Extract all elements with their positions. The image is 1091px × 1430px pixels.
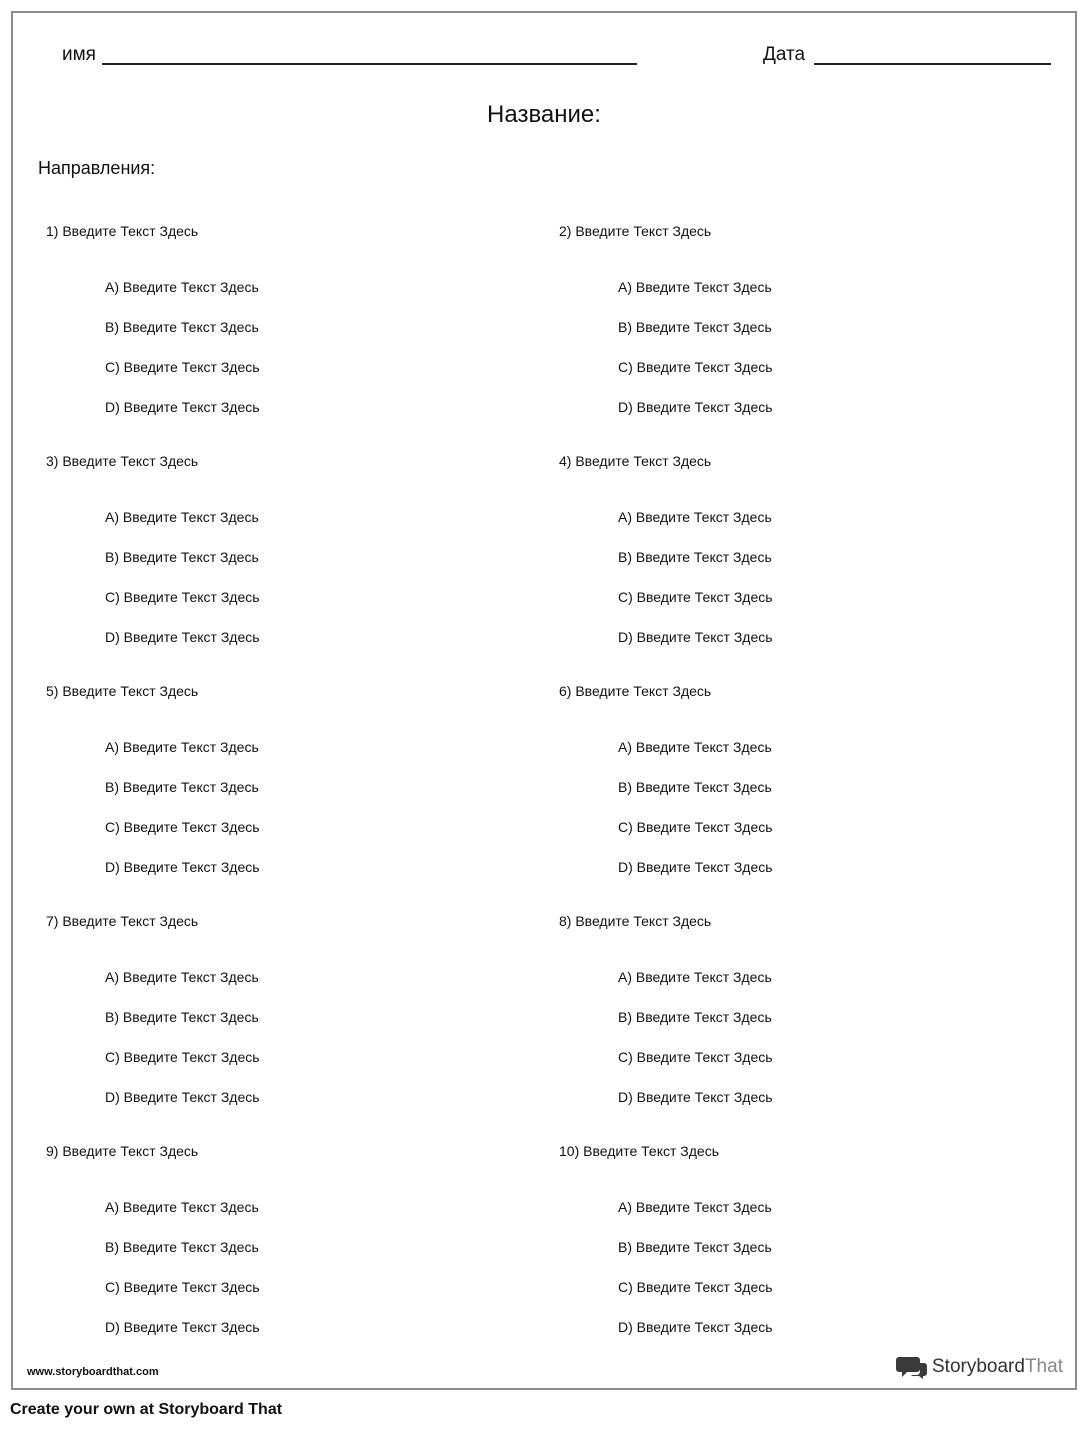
question-4-option-c: C) Введите Текст Здесь bbox=[618, 589, 773, 605]
question-prompt-3: 3) Введите Текст Здесь bbox=[46, 453, 199, 469]
question-10-option-b: B) Введите Текст Здесь bbox=[618, 1239, 772, 1255]
question-10-option-d: D) Введите Текст Здесь bbox=[618, 1319, 773, 1335]
speech-bubbles-icon bbox=[896, 1354, 928, 1380]
question-2-option-d: D) Введите Текст Здесь bbox=[618, 399, 773, 415]
question-prompt-4: 4) Введите Текст Здесь bbox=[559, 453, 712, 469]
question-10-option-c: C) Введите Текст Здесь bbox=[618, 1279, 773, 1295]
question-8-option-b: B) Введите Текст Здесь bbox=[618, 1009, 772, 1025]
question-1-option-a: A) Введите Текст Здесь bbox=[105, 279, 259, 295]
question-1-option-c: C) Введите Текст Здесь bbox=[105, 359, 260, 375]
question-8-option-d: D) Введите Текст Здесь bbox=[618, 1089, 773, 1105]
website-url: www.storyboardthat.com bbox=[27, 1366, 159, 1378]
question-prompt-6: 6) Введите Текст Здесь bbox=[559, 683, 712, 699]
question-4-option-a: A) Введите Текст Здесь bbox=[618, 509, 772, 525]
question-10-option-a: A) Введите Текст Здесь bbox=[618, 1199, 772, 1215]
footer-link[interactable]: Create your own at Storyboard That bbox=[10, 1401, 283, 1418]
question-5-option-a: A) Введите Текст Здесь bbox=[105, 739, 259, 755]
question-2-option-c: C) Введите Текст Здесь bbox=[618, 359, 773, 375]
question-1-option-b: B) Введите Текст Здесь bbox=[105, 319, 259, 335]
question-9-option-d: D) Введите Текст Здесь bbox=[105, 1319, 260, 1335]
question-2-option-a: A) Введите Текст Здесь bbox=[618, 279, 772, 295]
question-7-option-a: A) Введите Текст Здесь bbox=[105, 969, 259, 985]
question-2-option-b: B) Введите Текст Здесь bbox=[618, 319, 772, 335]
name-line bbox=[102, 63, 637, 65]
question-prompt-5: 5) Введите Текст Здесь bbox=[46, 683, 199, 699]
directions-label: Направления: bbox=[38, 158, 156, 178]
question-3-option-d: D) Введите Текст Здесь bbox=[105, 629, 260, 645]
logo-wordmark bbox=[932, 1356, 1063, 1378]
date-label: Дата bbox=[763, 44, 806, 65]
question-9-option-b: B) Введите Текст Здесь bbox=[105, 1239, 259, 1255]
question-3-option-b: B) Введите Текст Здесь bbox=[105, 549, 259, 565]
question-prompt-10: 10) Введите Текст Здесь bbox=[559, 1143, 719, 1159]
name-label: имя bbox=[62, 44, 96, 65]
question-5-option-d: D) Введите Текст Здесь bbox=[105, 859, 260, 875]
worksheet-title: Название: bbox=[487, 101, 601, 128]
question-6-option-a: A) Введите Текст Здесь bbox=[618, 739, 772, 755]
question-9-option-c: C) Введите Текст Здесь bbox=[105, 1279, 260, 1295]
question-prompt-9: 9) Введите Текст Здесь bbox=[46, 1143, 199, 1159]
question-9-option-a: A) Введите Текст Здесь bbox=[105, 1199, 259, 1215]
question-prompt-1: 1) Введите Текст Здесь bbox=[46, 223, 199, 239]
logo-word-that: That bbox=[1024, 1356, 1063, 1377]
question-5-option-c: C) Введите Текст Здесь bbox=[105, 819, 260, 835]
question-6-option-b: B) Введите Текст Здесь bbox=[618, 779, 772, 795]
worksheet-page bbox=[11, 11, 1077, 1390]
question-4-option-d: D) Введите Текст Здесь bbox=[618, 629, 773, 645]
question-6-option-d: D) Введите Текст Здесь bbox=[618, 859, 773, 875]
question-3-option-a: A) Введите Текст Здесь bbox=[105, 509, 259, 525]
question-3-option-c: C) Введите Текст Здесь bbox=[105, 589, 260, 605]
question-7-option-b: B) Введите Текст Здесь bbox=[105, 1009, 259, 1025]
question-5-option-b: B) Введите Текст Здесь bbox=[105, 779, 259, 795]
question-4-option-b: B) Введите Текст Здесь bbox=[618, 549, 772, 565]
question-7-option-c: C) Введите Текст Здесь bbox=[105, 1049, 260, 1065]
logo-word-storyboard: Storyboard bbox=[932, 1356, 1025, 1377]
question-prompt-8: 8) Введите Текст Здесь bbox=[559, 913, 712, 929]
storyboardthat-logo bbox=[896, 1353, 1063, 1381]
question-prompt-7: 7) Введите Текст Здесь bbox=[46, 913, 199, 929]
date-line bbox=[814, 63, 1051, 65]
question-7-option-d: D) Введите Текст Здесь bbox=[105, 1089, 260, 1105]
question-8-option-c: C) Введите Текст Здесь bbox=[618, 1049, 773, 1065]
question-prompt-2: 2) Введите Текст Здесь bbox=[559, 223, 712, 239]
question-1-option-d: D) Введите Текст Здесь bbox=[105, 399, 260, 415]
question-6-option-c: C) Введите Текст Здесь bbox=[618, 819, 773, 835]
question-8-option-a: A) Введите Текст Здесь bbox=[618, 969, 772, 985]
